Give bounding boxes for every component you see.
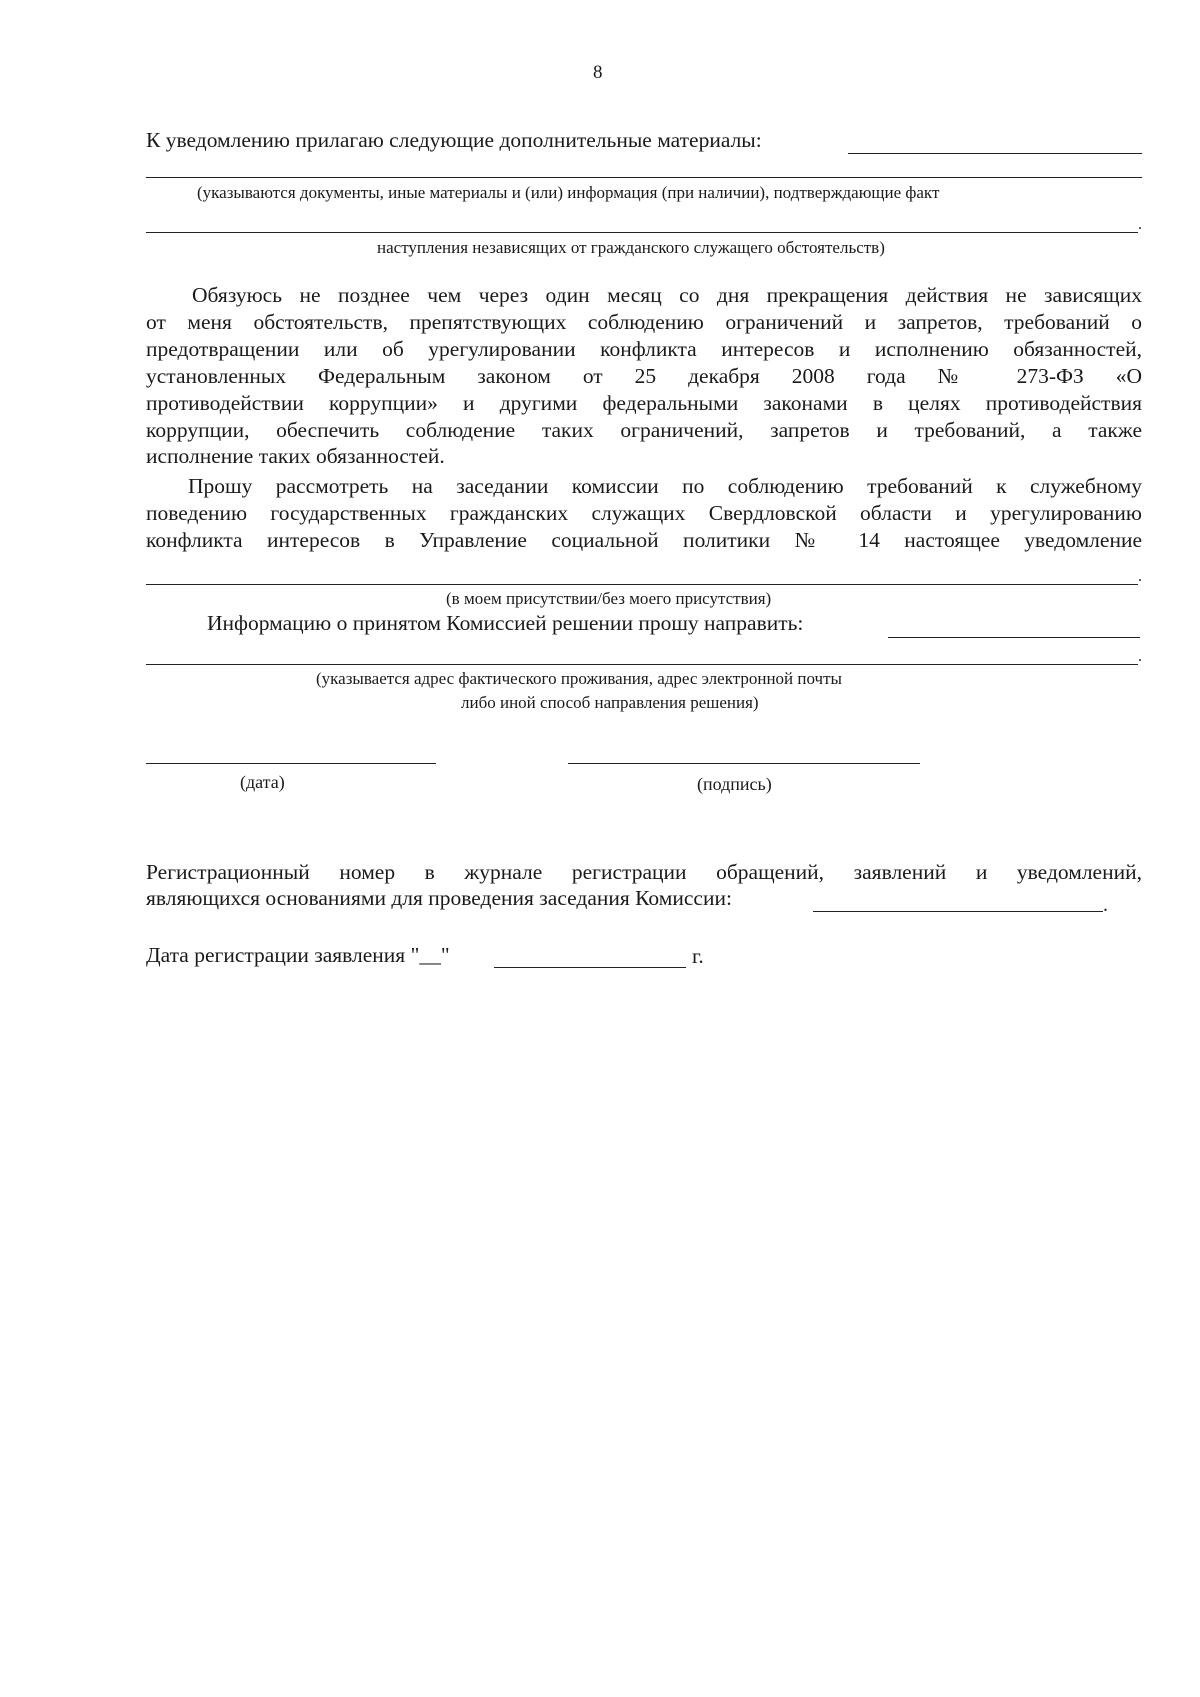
attach-line-3[interactable] xyxy=(146,232,1138,233)
presence-period: . xyxy=(1138,568,1142,585)
obligation-line-4: установленных Федеральным законом от 25 декабря 2008 года № 273-ФЗ «О xyxy=(146,364,1142,388)
registration-line-1: Регистрационный номер в журнале регистрации обращений, заявлений и уведомлений, xyxy=(146,860,1142,884)
obligation-line-1: Обязуюсь не позднее чем через один месяц со дня прекращения действия не зависящих xyxy=(192,283,1142,307)
address-hint-2: либо иной способ направления решения) xyxy=(461,693,759,712)
obligation-last-line: исполнение таких обязанностей. xyxy=(146,444,445,468)
obligation-line-6: коррупции, обеспечить соблюдение таких ограничений, запретов и требований, а также xyxy=(146,418,1142,442)
obligation-line-5: противодействии коррупции» и другими федеральными законами в целях противодействия xyxy=(146,391,1142,415)
page-number: 8 xyxy=(593,62,603,83)
reg-date-field[interactable] xyxy=(494,967,686,968)
signature-field-line[interactable] xyxy=(568,763,920,764)
obligation-line-3: предотвращении или об урегулировании конфликта интересов и исполнению обязанностей, xyxy=(146,337,1142,361)
send-field-line[interactable] xyxy=(888,637,1140,638)
reg-date-suffix: г. xyxy=(692,944,704,968)
date-caption: (дата) xyxy=(240,772,285,792)
request-line-3: конфликта интересов в Управление социальной политики № 14 настоящее уведомление xyxy=(146,528,1142,552)
attach-line-2[interactable] xyxy=(146,177,1142,178)
attach-label: К уведомлению прилагаю следующие дополнительные материалы: xyxy=(146,128,762,152)
send-line-2[interactable] xyxy=(146,664,1138,665)
reg-date-label: Дата регистрации заявления "__" xyxy=(146,943,450,967)
obligation-line-2: от меня обстоятельств, препятствующих соблюдению ограничений и запретов, требований о xyxy=(146,310,1142,334)
presence-field-line[interactable] xyxy=(146,584,1138,585)
attach-period: . xyxy=(1138,216,1142,233)
send-label: Информацию о принятом Комиссией решении прошу направить: xyxy=(207,611,804,635)
attach-hint-1: (указываются документы, иные материалы и (или) информация (при наличии), подтверждающие факт xyxy=(197,183,940,202)
address-hint-1: (указывается адрес фактического проживания, адрес электронной почты xyxy=(316,669,842,688)
date-field-line[interactable] xyxy=(146,763,436,764)
attach-hint-2: наступления независящих от гражданского служащего обстоятельств) xyxy=(377,238,885,257)
signature-caption: (подпись) xyxy=(697,774,772,794)
request-line-1: Прошу рассмотреть на заседании комиссии по соблюдению требований к служебному xyxy=(188,474,1142,498)
request-line-2: поведению государственных гражданских служащих Свердловской области и урегулированию xyxy=(146,501,1142,525)
registration-number-field[interactable] xyxy=(813,911,1103,912)
presence-hint: (в моем присутствии/без моего присутствия) xyxy=(446,589,772,608)
send-period: . xyxy=(1138,648,1142,665)
registration-line-2: являющихся основаниями для проведения заседания Комиссии: xyxy=(146,886,732,910)
attach-field-line[interactable] xyxy=(848,153,1142,154)
registration-period: . xyxy=(1103,894,1108,916)
